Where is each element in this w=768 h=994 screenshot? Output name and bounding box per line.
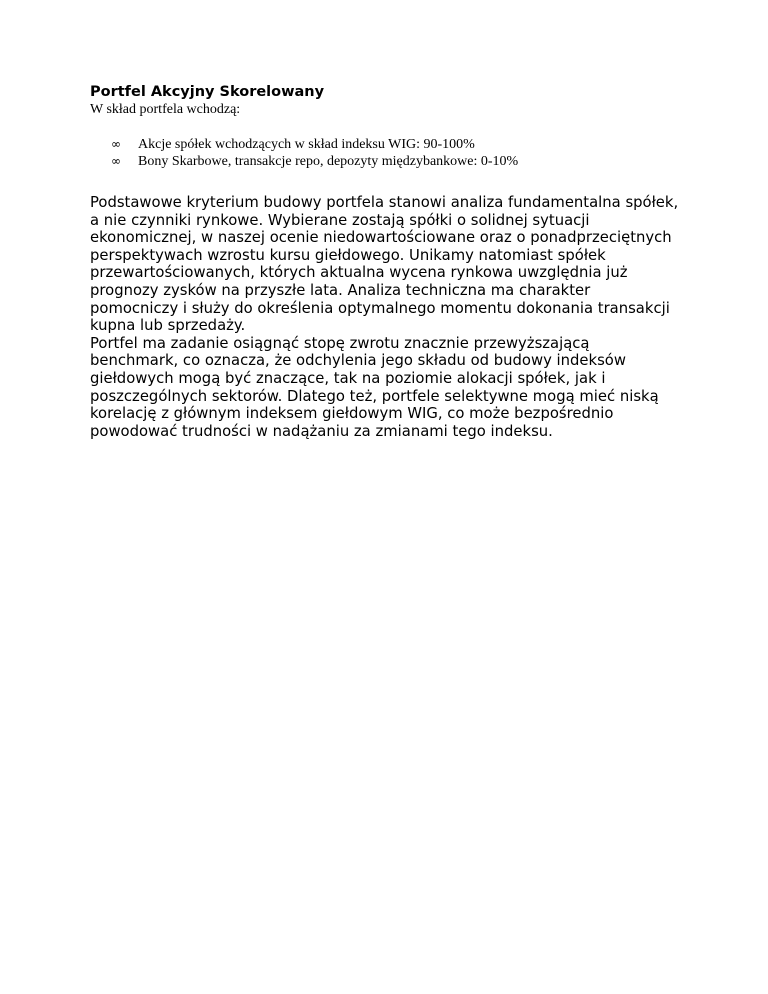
list-item	[90, 136, 690, 153]
portfolio-intro: W skład portfela wchodzą:	[90, 102, 241, 117]
portfolio-composition-list	[90, 136, 690, 170]
infinity-bullet-icon: ∞	[111, 137, 121, 151]
list-item-text: Akcje spółek wchodzących w skład indeksu WIG: 90-100%	[138, 137, 475, 152]
list-item-text: Bony Skarbowe, transakcje repo, depozyty międzybankowe: 0-10%	[138, 154, 519, 169]
infinity-bullet-icon: ∞	[111, 154, 121, 168]
document-page	[90, 84, 690, 440]
document-title: Portfel Akcyjny Skorelowany	[90, 84, 325, 100]
paragraph-investment-criteria: Podstawowe kryterium budowy portfela stanowi analiza fundamentalna spółek, a nie czynniki rynkowe. Wybierane zostają spółki o solidnej sytuacji ekonomicznej, w naszej ocenie niedowartościowane oraz o ponadprzeciętnych perspektywach wzrostu kursu giełdowego. Unikamy natomiast spółek przewartościowanych, których aktualna wycena rynkowa uwzględnia już prognozy zysków na przyszłe lata. Analiza techniczna ma charakter pomocniczy i służy do określenia optymalnego momentu dokonania transakcji kupna lub sprzedaży.	[90, 194, 679, 335]
document-body	[90, 194, 680, 440]
list-item	[90, 153, 690, 170]
paragraph-portfolio-goal: Portfel ma zadanie osiągnąć stopę zwrotu znacznie przewyższającą benchmark, co oznacza, że odchylenia jego składu od budowy indeksów giełdowych mogą być znaczące, tak na poziomie alokacji spółek, jak i poszczególnych sektorów. Dlatego też, portfele selektywne mogą mieć niską korelację z głównym indeksem giełdowym WIG, co może bezpośrednio powodować trudności w nadążaniu za zmianami tego indeksu.	[90, 334, 659, 440]
